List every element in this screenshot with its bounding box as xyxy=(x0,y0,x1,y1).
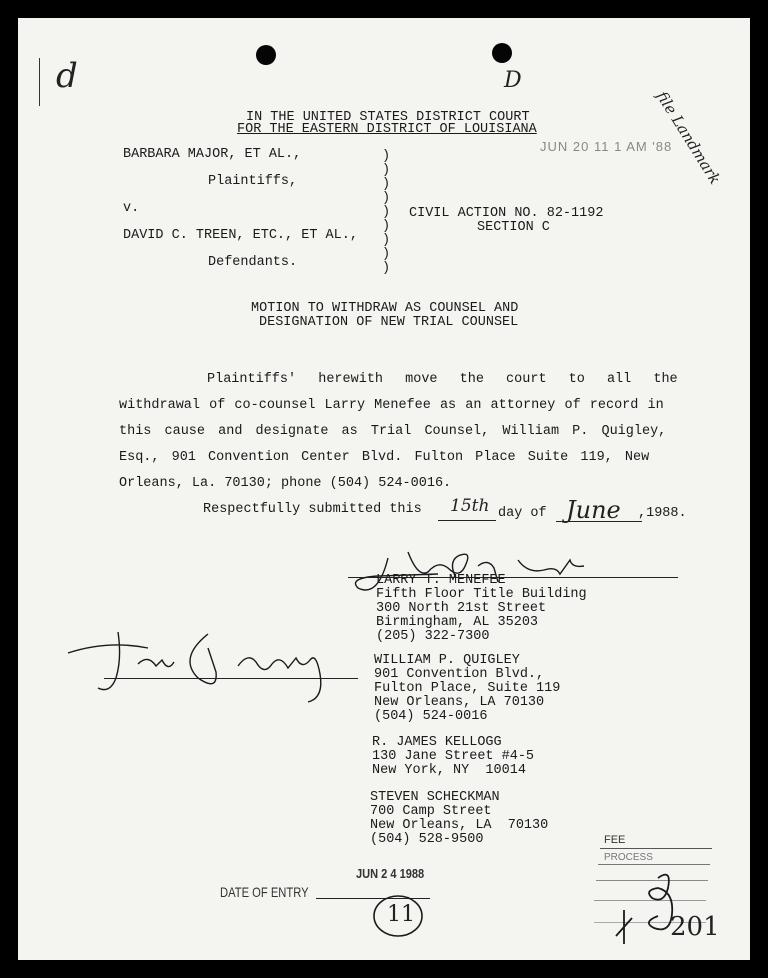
counsel-line: LARRY T. MENEFEE xyxy=(376,573,506,588)
counsel-line: 300 North 21st Street xyxy=(376,601,547,616)
counsel-line: New Orleans, LA 70130 xyxy=(370,818,549,833)
fee-label: FEE xyxy=(604,834,626,846)
counsel-line: 700 Camp Street xyxy=(370,804,492,819)
counsel-line: (504) 524-0016 xyxy=(374,709,488,724)
caption-bracket: ) xyxy=(382,219,391,234)
counsel-line: New Orleans, LA 70130 xyxy=(374,695,545,710)
court-line-2: FOR THE EASTERN DISTRICT OF LOUISIANA xyxy=(237,122,537,137)
counsel-line: (205) 322-7300 xyxy=(376,629,490,644)
left-margin-rule xyxy=(39,58,40,106)
caption-bracket: ) xyxy=(382,205,391,220)
top-margin-mark: D xyxy=(504,68,522,93)
process-label: PROCESS xyxy=(604,852,653,863)
motion-body-line: Esq., 901 Convention Center Blvd. Fulton Place Suite 119, New xyxy=(119,450,650,465)
submitted-prefix: Respectfully submitted this xyxy=(203,502,422,517)
submitted-year: ,1988. xyxy=(638,506,687,521)
caption-bracket: ) xyxy=(382,163,391,178)
counsel-line: Fulton Place, Suite 119 xyxy=(374,681,561,696)
document-page xyxy=(18,18,750,960)
entry-date-stamp: JUN 2 4 1988 xyxy=(356,866,425,881)
day-blank xyxy=(438,520,496,521)
motion-body-line: Plaintiffs' herewith move the court to all the xyxy=(207,372,678,387)
counsel-line: Fifth Floor Title Building xyxy=(376,587,587,602)
motion-body-line: this cause and designate as Trial Counsel, William P. Quigley, xyxy=(119,424,667,439)
caption-versus: v. xyxy=(123,201,140,216)
counsel-line: R. JAMES KELLOGG xyxy=(372,735,502,750)
caption-defendant: DAVID C. TREEN, ETC., ET AL., xyxy=(123,228,358,243)
motion-title-line-2: DESIGNATION OF NEW TRIAL COUNSEL xyxy=(259,315,519,330)
left-margin-mark: d xyxy=(56,56,78,96)
counsel-line: New York, NY 10014 xyxy=(372,763,526,778)
punch-hole-right xyxy=(492,43,512,63)
submitted-month: June xyxy=(566,496,621,524)
caption-defendant-role: Defendants. xyxy=(208,255,298,270)
punch-hole-left xyxy=(256,45,276,65)
counsel-line: Birmingham, AL 35203 xyxy=(376,615,539,630)
caption-plaintiff-role: Plaintiffs, xyxy=(208,174,298,189)
counsel-line: 901 Convention Blvd., xyxy=(374,667,545,682)
submitted-mid: day of xyxy=(498,506,547,521)
counsel-line: (504) 528-9500 xyxy=(370,832,484,847)
caption-plaintiff: BARBARA MAJOR, ET AL., xyxy=(123,147,302,162)
corner-note: file Landmark xyxy=(652,88,725,188)
circled-number: 11 xyxy=(387,902,415,927)
motion-body-line: withdrawal of co-counsel Larry Menefee as an attorney of record in xyxy=(119,398,664,413)
caption-bracket: ) xyxy=(382,149,391,164)
motion-title-line-1: MOTION TO WITHDRAW AS COUNSEL AND xyxy=(251,301,519,316)
fee-line xyxy=(600,848,712,849)
caption-bracket: ) xyxy=(382,191,391,206)
caption-bracket: ) xyxy=(382,261,391,276)
docket-number: 201 xyxy=(670,912,720,942)
counsel-line: 130 Jane Street #4-5 xyxy=(372,749,535,764)
caption-bracket: ) xyxy=(382,177,391,192)
caption-bracket: ) xyxy=(382,233,391,248)
motion-body-line: Orleans, La. 70130; phone (504) 524-0016. xyxy=(119,476,452,491)
court-line-1: IN THE UNITED STATES DISTRICT COURT xyxy=(246,110,530,125)
quigley-signature-line xyxy=(104,678,358,679)
section-label: SECTION C xyxy=(477,220,550,235)
caption-bracket: ) xyxy=(382,247,391,262)
date-of-entry-label: DATE OF ENTRY xyxy=(220,884,309,900)
quigley-signature xyxy=(58,618,358,708)
submitted-day: 15th xyxy=(450,496,490,516)
counsel-line: STEVEN SCHECKMAN xyxy=(370,790,500,805)
filed-stamp: JUN 20 11 1 AM '88 xyxy=(540,139,673,154)
civil-action-number: CIVIL ACTION NO. 82-1192 xyxy=(409,206,604,221)
counsel-line: WILLIAM P. QUIGLEY xyxy=(374,653,520,668)
